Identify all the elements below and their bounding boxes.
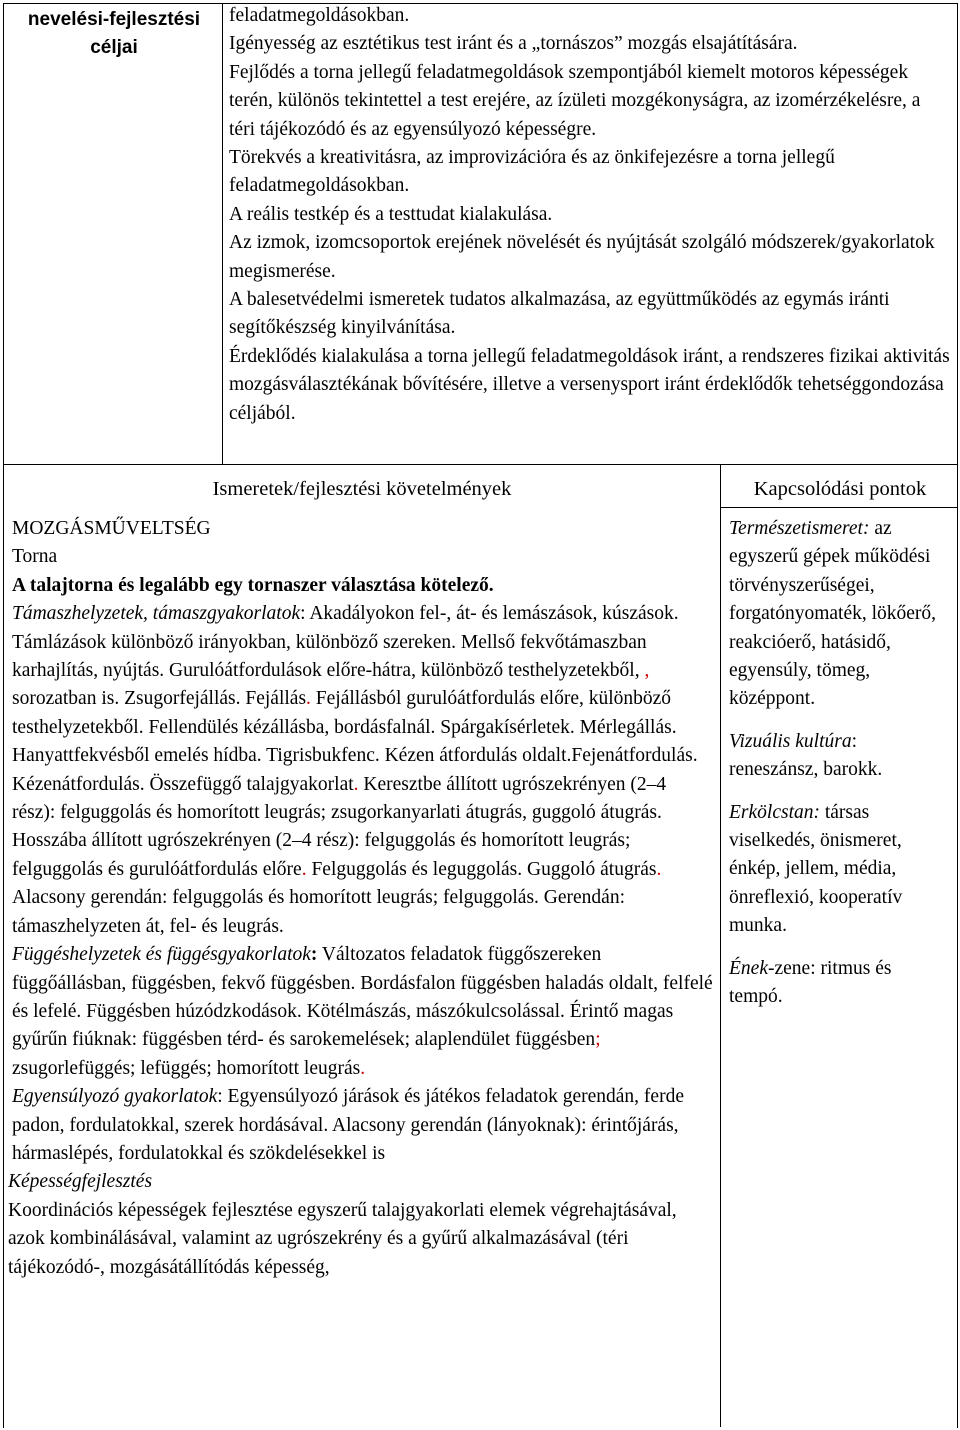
section-title: MOZGÁSMŰVELTSÉG [12, 518, 211, 539]
subsection-title: Torna [12, 546, 58, 568]
mandatory-note: A talajtorna és legalább egy tornaszer választása kötelező. [12, 574, 494, 596]
goals-bottom-border [3, 464, 957, 465]
goal-paragraph: Igényesség az esztétikus test iránt és a „tornászos” mozgás elsajátítására. [229, 33, 798, 55]
goal-paragraph: Fejlődés a torna jellegű feladatmegoldások szempontjából kiemelt motoros képességek terén, különös tekintettel a test erejére, az ízületi mozgékonyságra, az izomérzékelésre, a téri tájékozódó és az egyensúlyozó képességre. [229, 61, 921, 140]
goal-paragraph: A reális testkép és a testtudat kialakulása. [229, 203, 553, 225]
header-bottom-border [720, 507, 957, 508]
link-item: Erkölcstan: társas viselkedés, önismeret, énkép, jellem, média, önreflexió, kooperatív munka. [729, 801, 903, 937]
links-content [729, 515, 949, 1026]
balance-exercises: Egyensúlyozó gyakorlatok: Egyensúlyozó járások és játékos feladatok gerendán, ferde padon, fordulatokkal, szerek hordásával. Alacsony gerendán (lányoknak): érintőjárás, hármaslépés, fordulatokkal és szökdelésekkel is [12, 1086, 684, 1164]
support-exercises: Támaszhelyzetek, támaszgyakorlatok: Akadályokon fel-, át- és lemászások, kúszások. Támlázások különböző irányokban, különböző szereken. Mellső fekvőtámaszban karhajlítás, nyújtás. Gurulóátfordulások előre-hátra, különböző testhelyzetekből, , sorozatban is. Zsugorfejállás. Fejállás. Fejállásból gurulóátfordulás előre, különböző testhelyzetekből. Fellendülés kézállásba, bordásfalnál. Spárgakísérletek. Mérlegállás. Hanyattfekvésből emelés hídba. Tigrisbukfenc. Kézen átfordulás oldalt.Fejenátfordulás. Kézenátfordulás. Összefüggő talajgyakorlat. Keresztbe állított ugrószekrényen (2–4 rész): felguggolás és homorított leugrás; zsugorkanyarlati átugrás, guggoló átugrás. Hosszába állított ugrószekrényen (2–4 rész): felguggolás és homorított leugrás; felguggolás és gurulóátfordulás előre. Felguggolás és leguggolás. Guggoló átugrás. Alacsony gerendán: felguggolás és homorított leugrás; felguggolás. Gerendán: támaszhelyzeten át, fel- és leugrás. [12, 603, 698, 937]
links-header: Kapcsolódási pontok [753, 478, 927, 500]
link-item: Természetismeret: az egyszerű gépek működési törvényszerűségei, forgatónyomaték, lökőerő, reakcióerő, hatásidő, egyensúly, tömeg, középpont. [729, 518, 937, 710]
goal-paragraph: A balesetvédelmi ismeretek tudatos alkalmazása, az együttműködés az egymás iránti segítőkészség kinyilvánítása. [229, 289, 890, 339]
ability-text: Koordinációs képességek fejlesztése egyszerű talajgyakorlati elemek végrehajtásával, azok kombinálásával, valamint az ugrószekrény és a gyűrű alkalmazásával (téri tájékozódó-, mozgásátállítódás képesség, [8, 1199, 677, 1278]
goals-text [229, 2, 951, 428]
link-item: Ének-zene: ritmus és tempó. [729, 957, 892, 1008]
links-divider [720, 464, 721, 1427]
goals-divider [222, 3, 223, 465]
hanging-exercises: Függéshelyzetek és függésgyakorlatok: Változatos feladatok függőszereken függőállásban, függésben, fekvő függésben. Bordásfalon függésben haladás oldalt, felfelé és lefelé. Függésben húzódzkodások. Kötélmászás, mászókulcsolással. Érintő magas gyűrűn fiúknak: függésben térd- és sarokemelések; alaplendület függésben; zsugorlefüggés; lefüggés; homorított leugrás. [12, 944, 713, 1079]
goal-paragraph: Törekvés a kreativitásra, az improvizációra és az önkifejezésre a torna jellegű feladatmegoldásokban. [229, 147, 835, 197]
goals-label: nevelési-fejlesztési céljai [27, 9, 201, 58]
requirements-content [8, 515, 714, 1282]
ability-title: Képességfejlesztés [8, 1171, 153, 1193]
goal-paragraph: Az izmok, izomcsoportok erejének növelését és nyújtását szolgáló módszerek/gyakorlatok megismerése. [229, 232, 935, 282]
requirements-header: Ismeretek/fejlesztési követelmények [212, 478, 512, 500]
balance-title: Egyensúlyozó gyakorlatok [12, 1086, 218, 1108]
goal-paragraph: Érdeklődés kialakulása a torna jellegű feladatmegoldások iránt, a rendszeres fizikai aktivitás mozgásválasztékának bővítésére, illetve a versenysport iránt érdeklődők tehetséggondozása céljából. [229, 345, 950, 424]
link-item: Vizuális kultúra: reneszánsz, barokk. [729, 730, 883, 781]
goal-paragraph: feladatmegoldásokban. [229, 5, 410, 26]
hanging-title: Függéshelyzetek és függésgyakorlatok [12, 944, 311, 966]
support-title: Támaszhelyzetek, támaszgyakorlatok [12, 603, 301, 625]
